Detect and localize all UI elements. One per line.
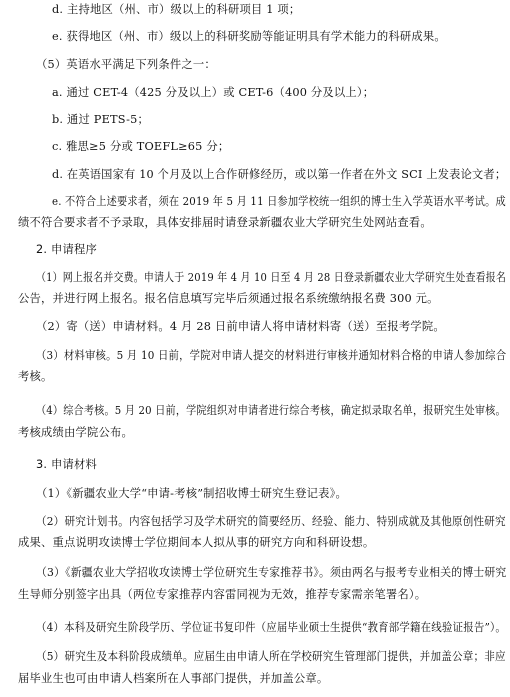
text-line: （2）寄（送）申请材料。4 月 28 日前申请人将申请材料寄（送）至报考学院。 bbox=[36, 320, 445, 333]
text-line: 考核。 bbox=[18, 370, 53, 383]
text-line: （1）《新疆农业大学“申请-考核”制招收博士研究生登记表》。 bbox=[36, 487, 347, 500]
text-line: （2）研究计划书。内容包括学习及学术研究的简要经历、经验、能力、特别成就及其他原创性研究 bbox=[36, 515, 506, 528]
text-line: （3）材料审核。5 月 10 日前，学院对申请人提交的材料进行审核并通知材料合格的申请人参加综合 bbox=[36, 349, 507, 362]
text-line: 考核成绩由学院公布。 bbox=[18, 426, 133, 439]
text-line: 生导师分别签字出具（两位专家推荐内容雷同视为无效，推荐专家需亲笔署名）。 bbox=[18, 588, 427, 601]
text-line: e. 获得地区（州、市）级以上的科研奖励等能证明具有学术能力的科研成果。 bbox=[52, 30, 446, 43]
text-line: e. 不符合上述要求者，须在 2019 年 5 月 11 日参加学校统一组织的博士生入学英语水平考试。成 bbox=[52, 195, 506, 208]
text-line: c. 雅思≥5 分或 TOEFL≥65 分； bbox=[52, 140, 230, 153]
text-line: 公告，并进行网上报名。报名信息填写完毕后须通过报名系统缴纳报名费 300 元。 bbox=[18, 292, 439, 305]
section-heading: 2. 申请程序 bbox=[36, 243, 97, 256]
section-heading: 3. 申请材料 bbox=[36, 458, 97, 471]
text-line: （3）《新疆农业大学招收攻读博士学位研究生专家推荐书》。须由两名与报考专业相关的博士研究 bbox=[36, 566, 507, 579]
text-line: 成果、重点说明攻读博士学位期间本人拟从事的研究方向和科研设想。 bbox=[18, 536, 375, 549]
text-line: d. 在英语国家有 10 个月及以上合作研修经历，或以第一作者在外文 SCI 上发表论文者； bbox=[52, 168, 507, 181]
text-line: 绩不符合要求者不予录取，具体安排届时请登录新疆农业大学研究生处网站查看。 bbox=[18, 216, 432, 229]
text-line: b. 通过 PETS-5； bbox=[52, 113, 150, 126]
text-line: a. 通过 CET-4（425 分及以上）或 CET-6（400 分及以上）； bbox=[52, 86, 375, 99]
text-line: （4）综合考核。5 月 20 日前，学院组织对申请者进行综合考核，确定拟录取名单，报研究生处审核。 bbox=[36, 404, 506, 417]
text-line: （1）网上报名并交费。申请人于 2019 年 4 月 10 日至 4 月 28 日登录新疆农业大学研究生处查看报名 bbox=[36, 271, 507, 284]
text-line: d. 主持地区（州、市）级以上的科研项目 1 项； bbox=[52, 3, 301, 16]
text-line: 届毕业生也可由申请人档案所在人事部门提供，并加盖公章。 bbox=[18, 672, 329, 685]
text-line: （5）研究生及本科阶段成绩单。应届生由申请人所在学校研究生管理部门提供，并加盖公章；非应 bbox=[36, 650, 506, 663]
text-line: （4）本科及研究生阶段学历、学位证书复印件（应届毕业硕士生提供“教育部学籍在线验证报告”）。 bbox=[36, 621, 507, 634]
text-line: （5）英语水平满足下列条件之一： bbox=[36, 58, 216, 71]
